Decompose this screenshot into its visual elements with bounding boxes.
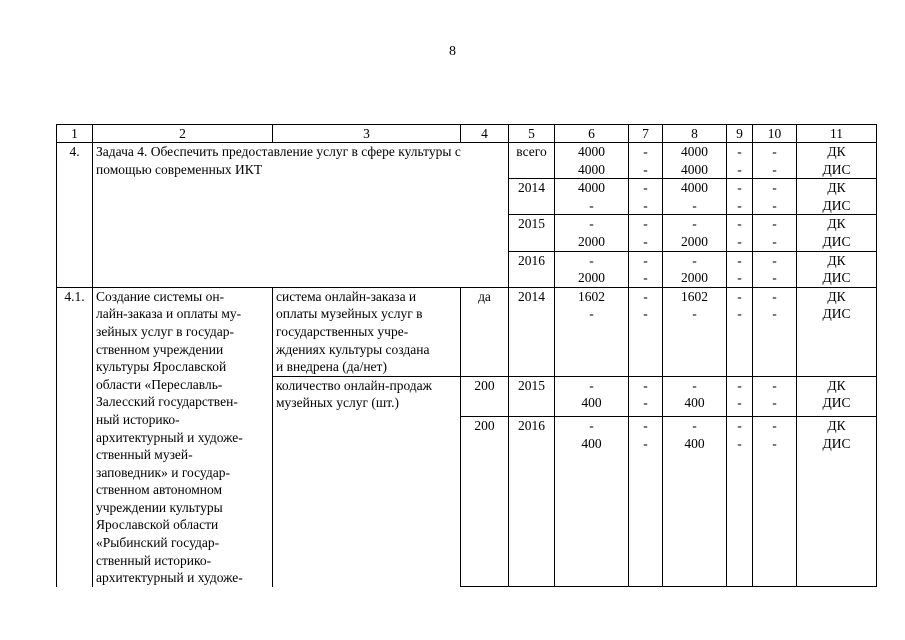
value-cell: - - bbox=[753, 376, 797, 417]
year-cell: 2014 bbox=[509, 287, 555, 376]
executor-cell: ДК ДИС bbox=[797, 215, 877, 251]
value-cell: - 2000 bbox=[555, 251, 629, 287]
indicator-value-cell: 200 bbox=[461, 376, 509, 417]
value-cell: - 400 bbox=[663, 417, 727, 587]
value-cell: - - bbox=[753, 251, 797, 287]
table-row bbox=[57, 287, 877, 376]
header-cell: 2 bbox=[93, 125, 273, 143]
value-cell: - - bbox=[629, 287, 663, 376]
value-cell: - - bbox=[727, 179, 753, 215]
value-cell: - 2000 bbox=[555, 215, 629, 251]
value-cell: - 400 bbox=[663, 376, 727, 417]
value-cell: - 2000 bbox=[663, 251, 727, 287]
page-number: 8 bbox=[449, 44, 456, 59]
value-cell: - - bbox=[629, 179, 663, 215]
value-cell: - - bbox=[753, 143, 797, 179]
year-cell: всего bbox=[509, 143, 555, 179]
value-cell: - - bbox=[727, 215, 753, 251]
value-cell: - 400 bbox=[555, 417, 629, 587]
header-cell: 7 bbox=[629, 125, 663, 143]
program-table bbox=[56, 124, 877, 587]
indicator-cell: система онлайн-заказа и оплаты музейных услуг в государственных учре- ждениях культуры создана и внедрена (да/нет) bbox=[273, 287, 461, 376]
header-cell: 8 bbox=[663, 125, 727, 143]
executor-cell: ДК ДИС bbox=[797, 287, 877, 376]
item-number: 4.1. bbox=[57, 287, 93, 587]
header-cell: 11 bbox=[797, 125, 877, 143]
value-cell: - - bbox=[753, 215, 797, 251]
value-cell: - - bbox=[629, 143, 663, 179]
task-number: 4. bbox=[57, 143, 93, 288]
value-cell: - - bbox=[727, 287, 753, 376]
header-cell: 6 bbox=[555, 125, 629, 143]
value-cell: - - bbox=[629, 376, 663, 417]
value-cell: - - bbox=[629, 251, 663, 287]
header-cell: 4 bbox=[461, 125, 509, 143]
task-title: Задача 4. Обеспечить предоставление услуг в сфере культуры с помощью современных ИКТ bbox=[93, 143, 509, 288]
indicator-value-cell: да bbox=[461, 287, 509, 376]
executor-cell: ДК ДИС bbox=[797, 251, 877, 287]
value-cell: 4000 4000 bbox=[555, 143, 629, 179]
header-cell: 5 bbox=[509, 125, 555, 143]
value-cell: - 400 bbox=[555, 376, 629, 417]
executor-cell: ДК ДИС bbox=[797, 143, 877, 179]
header-cell: 10 bbox=[753, 125, 797, 143]
value-cell: - - bbox=[753, 179, 797, 215]
year-cell: 2016 bbox=[509, 417, 555, 587]
indicator-cell: количество онлайн-продаж музейных услуг (шт.) bbox=[273, 376, 461, 587]
value-cell: - - bbox=[629, 417, 663, 587]
value-cell: 4000 4000 bbox=[663, 143, 727, 179]
value-cell: - - bbox=[727, 376, 753, 417]
year-cell: 2015 bbox=[509, 215, 555, 251]
header-cell: 9 bbox=[727, 125, 753, 143]
year-cell: 2015 bbox=[509, 376, 555, 417]
value-cell: - - bbox=[629, 215, 663, 251]
value-cell: 4000 - bbox=[663, 179, 727, 215]
value-cell: 4000 - bbox=[555, 179, 629, 215]
table-row bbox=[57, 143, 877, 179]
value-cell: - - bbox=[727, 251, 753, 287]
executor-cell: ДК ДИС bbox=[797, 179, 877, 215]
value-cell: 1602 - bbox=[663, 287, 727, 376]
value-cell: - - bbox=[727, 143, 753, 179]
value-cell: - - bbox=[753, 417, 797, 587]
indicator-value-cell: 200 bbox=[461, 417, 509, 587]
item-description: Создание системы он- лайн-заказа и оплаты му- зейных услуг в государ- ственном учреждении культуры Ярославской области «Переславль- Залесский государствен- ный историко- архитектурный и художе- ственный музей- заповедник» и государ- ственном автономном учреждении культуры Ярославской области «Рыбинский государ- ственный историко- архитектурный и художе- bbox=[93, 287, 273, 587]
header-cell: 1 bbox=[57, 125, 93, 143]
value-cell: - - bbox=[753, 287, 797, 376]
value-cell: - - bbox=[727, 417, 753, 587]
value-cell: - 2000 bbox=[663, 215, 727, 251]
year-cell: 2014 bbox=[509, 179, 555, 215]
value-cell: 1602 - bbox=[555, 287, 629, 376]
executor-cell: ДК ДИС bbox=[797, 417, 877, 587]
year-cell: 2016 bbox=[509, 251, 555, 287]
table-header-row bbox=[57, 125, 877, 143]
header-cell: 3 bbox=[273, 125, 461, 143]
executor-cell: ДК ДИС bbox=[797, 376, 877, 417]
